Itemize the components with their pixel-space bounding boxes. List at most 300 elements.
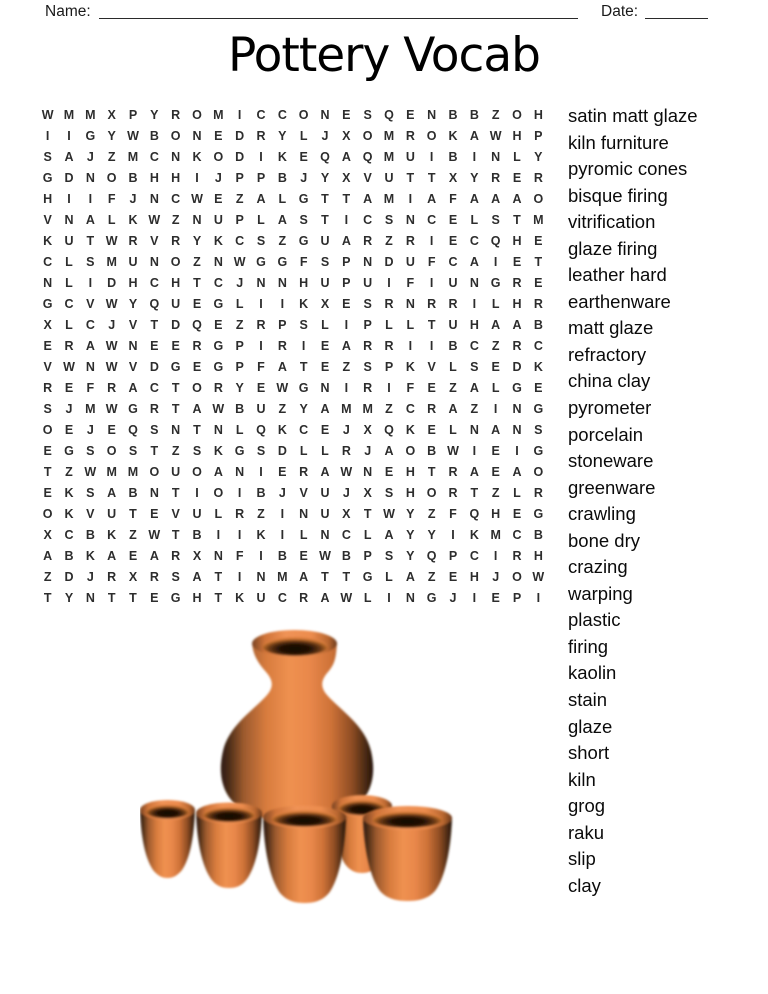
grid-letter: L [449, 360, 457, 374]
grid-letter: H [171, 275, 181, 290]
grid-letter: W [383, 507, 395, 522]
grid-letter: A [469, 191, 479, 206]
word-item: porcelain [568, 423, 644, 445]
grid-letter: N [85, 170, 95, 185]
pottery-illustration [140, 625, 460, 910]
grid-letter: Q [362, 149, 373, 164]
grid-letter: W [127, 128, 139, 143]
word-item: raku [568, 821, 604, 843]
grid-letter: E [406, 107, 415, 122]
grid-letter: E [214, 191, 223, 206]
grid-letter: C [512, 528, 522, 543]
word-list [568, 103, 766, 899]
grid-letter: S [86, 444, 95, 459]
grid-letter: N [149, 486, 159, 501]
grid-letter: H [469, 570, 479, 585]
grid-letter: V [128, 360, 138, 374]
grid-letter: E [448, 233, 458, 248]
grid-letter: K [235, 591, 245, 606]
grid-letter: F [449, 507, 457, 522]
grid-letter: S [363, 296, 372, 311]
grid-letter: N [256, 570, 266, 585]
grid-letter: N [171, 423, 181, 438]
grid-letter: A [491, 423, 501, 438]
grid-letter: E [384, 465, 394, 480]
grid-letter: I [408, 191, 413, 206]
grid-letter: Z [193, 254, 201, 269]
grid-letter: L [65, 317, 73, 332]
grid-letter: N [320, 381, 330, 396]
grid-letter: A [192, 402, 202, 417]
grid-letter: H [512, 296, 522, 311]
word-item: matt glaze [568, 317, 654, 339]
grid-letter: K [213, 233, 223, 248]
grid-letter: T [129, 507, 137, 522]
grid-letter: K [64, 507, 74, 522]
word-item: china clay [568, 370, 651, 392]
word-item: grog [568, 795, 606, 817]
grid-letter: L [513, 486, 521, 501]
grid-letter: L [363, 591, 372, 606]
grid-letter: I [301, 338, 306, 353]
grid-letter: J [108, 317, 116, 332]
grid-letter: S [256, 233, 266, 248]
grid-letter: O [170, 128, 181, 143]
grid-letter: A [469, 381, 479, 396]
grid-letter: T [193, 275, 201, 290]
grid-letter: R [341, 444, 351, 459]
grid-letter: C [405, 402, 415, 417]
grid-letter: X [363, 486, 372, 501]
grid-letter: S [128, 444, 138, 459]
word-item: satin matt glaze [568, 105, 698, 126]
grid-letter: S [363, 360, 372, 374]
grid-letter: M [362, 402, 373, 417]
grid-letter: D [512, 360, 522, 374]
grid-letter: Y [470, 170, 479, 185]
grid-letter: A [512, 191, 522, 206]
grid-letter: S [534, 423, 543, 438]
grid-letter: U [256, 591, 266, 606]
grid-letter: U [384, 170, 394, 185]
grid-letter: O [533, 465, 544, 480]
grid-letter: D [384, 254, 394, 269]
grid-letter: G [426, 591, 437, 606]
grid-letter: G [42, 170, 53, 185]
grid-letter: E [342, 296, 351, 311]
grid-letter: L [385, 317, 393, 332]
grid-letter: L [299, 528, 308, 543]
cup [196, 803, 262, 889]
grid-letter: V [171, 507, 180, 522]
grid-letter: W [148, 528, 161, 543]
grid-letter: A [469, 128, 479, 143]
grid-letter: O [149, 465, 160, 480]
word-item: stoneware [568, 450, 654, 472]
grid-letter: T [513, 212, 521, 227]
grid-letter: G [298, 381, 309, 396]
grid-letter: H [128, 275, 138, 290]
grid-letter: N [469, 423, 479, 438]
grid-letter: I [259, 296, 263, 311]
grid-letter: B [256, 486, 266, 501]
grid-letter: X [342, 507, 351, 522]
word-item: vitrification [568, 211, 656, 233]
grid-letter: B [277, 549, 287, 564]
grid-letter: O [426, 486, 437, 501]
grid-letter: R [533, 170, 543, 185]
grid-letter: R [149, 402, 159, 417]
grid-letter: N [405, 296, 415, 311]
grid-letter: C [363, 212, 373, 227]
grid-letter: E [491, 360, 500, 374]
grid-letter: W [212, 402, 225, 417]
grid-letter: E [43, 444, 52, 459]
grid-letter: S [363, 107, 372, 122]
grid-letter: N [213, 423, 223, 438]
grid-letter: G [128, 402, 138, 417]
grid-letter: K [405, 360, 415, 374]
grid-letter: W [340, 591, 353, 606]
grid-letter: F [427, 254, 436, 269]
grid-letter: S [86, 254, 95, 269]
grid-letter: B [64, 549, 74, 564]
grid-letter: E [43, 338, 52, 353]
grid-letter: I [216, 528, 221, 543]
grid-letter: W [276, 381, 289, 396]
grid-letter: Y [235, 381, 244, 396]
grid-letter: A [213, 465, 223, 480]
grid-letter: Y [299, 402, 308, 417]
grid-letter: B [85, 528, 95, 543]
grid-letter: E [512, 507, 522, 522]
grid-letter: E [534, 275, 543, 290]
grid-letter: E [150, 338, 159, 353]
grid-letter: I [237, 107, 242, 122]
grid-letter: I [387, 591, 391, 606]
grid-letter: B [533, 317, 543, 332]
grid-letter: E [534, 381, 543, 396]
grid-letter: M [85, 107, 96, 122]
vase-opening [263, 637, 328, 656]
grid-letter: H [533, 549, 543, 564]
grid-letter: K [256, 528, 266, 543]
cup [263, 806, 346, 904]
grid-letter: E [256, 381, 266, 396]
grid-letter: V [128, 317, 138, 332]
grid-letter: H [491, 507, 501, 522]
grid-letter: W [84, 465, 97, 480]
grid-letter: L [65, 275, 73, 290]
grid-letter: E [192, 296, 202, 311]
grid-letter: A [512, 465, 522, 480]
grid-letter: N [299, 507, 309, 522]
grid-letter: O [192, 381, 202, 396]
grid-letter: L [363, 528, 372, 543]
grid-letter: T [321, 212, 329, 227]
grid-letter: Y [427, 528, 436, 543]
grid-letter: Q [256, 423, 266, 438]
grid-letter: Q [384, 423, 394, 438]
grid-letter: Y [150, 107, 159, 122]
grid-letter: C [469, 338, 479, 353]
grid-letter: I [237, 528, 242, 543]
grid-letter: A [277, 360, 287, 374]
grid-letter: I [259, 549, 263, 564]
grid-letter: T [129, 591, 137, 606]
grid-letter: M [127, 465, 139, 480]
grid-letter: I [344, 317, 349, 332]
grid-letter: W [105, 360, 118, 374]
grid-letter: R [533, 296, 543, 311]
grid-letter: I [67, 128, 71, 143]
grid-letter: Y [128, 296, 138, 311]
grid-letter: J [129, 191, 137, 206]
grid-letter: Z [491, 338, 500, 353]
grid-letter: A [341, 338, 351, 353]
grid-letter: N [235, 465, 245, 480]
date-blank-line [645, 3, 708, 19]
grid-letter: E [150, 591, 159, 606]
grid-letter: G [362, 570, 373, 585]
word-item: refractory [568, 343, 647, 365]
grid-letter: I [429, 275, 434, 290]
grid-letter: W [105, 402, 118, 417]
grid-letter: E [171, 338, 180, 353]
grid-letter: E [107, 423, 116, 438]
grid-letter: X [43, 317, 52, 332]
grid-letter: T [406, 170, 415, 185]
grid-letter: N [469, 275, 479, 290]
grid-letter: I [280, 507, 285, 522]
grid-letter: W [41, 107, 54, 122]
grid-letter: K [448, 128, 458, 143]
grid-letter: N [213, 254, 223, 269]
word-item: firing [568, 635, 609, 657]
grid-letter: H [299, 275, 309, 290]
grid-letter: A [469, 254, 479, 269]
grid-letter: A [107, 549, 117, 564]
grid-letter: S [384, 549, 394, 564]
grid-letter: A [256, 191, 266, 206]
grid-letter: Z [43, 570, 52, 585]
grid-letter: O [298, 107, 309, 122]
grid-letter: R [171, 233, 181, 248]
grid-letter: M [63, 107, 75, 122]
grid-letter: S [256, 444, 266, 459]
grid-letter: I [259, 465, 263, 480]
grid-letter: A [277, 212, 287, 227]
grid-letter: W [233, 254, 246, 269]
grid-letter: J [65, 402, 73, 417]
grid-letter: B [469, 107, 479, 122]
grid-letter: T [363, 507, 372, 522]
grid-letter: B [128, 170, 138, 185]
grid-letter: Z [449, 381, 457, 396]
cup [363, 806, 452, 901]
grid-letter: W [489, 128, 502, 143]
grid-letter: I [493, 402, 498, 417]
grid-letter: O [533, 191, 544, 206]
grid-letter: C [235, 233, 245, 248]
grid-letter: T [150, 444, 159, 459]
grid-letter: G [533, 507, 544, 522]
grid-letter: G [533, 444, 544, 459]
grid-letter: R [256, 317, 266, 332]
grid-letter: Z [491, 107, 500, 122]
grid-letter: J [300, 170, 308, 185]
grid-letter: R [107, 381, 117, 396]
grid-letter: I [429, 338, 434, 353]
word-item: kaolin [568, 662, 617, 684]
word-item: plastic [568, 609, 621, 631]
grid-letter: T [342, 191, 351, 206]
grid-letter: E [512, 170, 522, 185]
grid-letter: N [512, 402, 522, 417]
grid-letter: F [406, 381, 415, 396]
grid-letter: G [298, 233, 309, 248]
grid-letter: C [149, 275, 159, 290]
grid-letter: S [491, 212, 500, 227]
grid-letter: A [85, 338, 95, 353]
grid-letter: Y [406, 528, 415, 543]
word-item: glaze [568, 715, 613, 737]
grid-letter: T [43, 591, 52, 606]
grid-letter: F [449, 191, 457, 206]
grid-letter: V [299, 486, 308, 501]
grid-letter: G [213, 360, 224, 374]
grid-letter: N [512, 423, 522, 438]
grid-letter: P [512, 591, 522, 606]
grid-letter: Y [107, 128, 116, 143]
grid-letter: P [256, 170, 266, 185]
grid-letter: D [64, 170, 74, 185]
grid-letter: O [170, 254, 181, 269]
grid-letter: U [320, 507, 330, 522]
word-item: greenware [568, 476, 656, 498]
grid-letter: A [427, 191, 437, 206]
grid-letter: J [86, 570, 94, 585]
grid-letter: H [469, 317, 479, 332]
grid-letter: O [426, 128, 437, 143]
grid-letter: N [405, 212, 415, 227]
grid-letter: U [320, 486, 330, 501]
grid-letter: E [427, 423, 436, 438]
grid-letter: N [192, 128, 202, 143]
grid-letter: J [492, 570, 500, 585]
grid-letter: S [43, 402, 52, 417]
grid-letter: O [213, 486, 224, 501]
grid-letter: Y [320, 170, 330, 185]
grid-letter: S [86, 486, 95, 501]
grid-letter: A [341, 149, 351, 164]
grid-letter: I [472, 591, 477, 606]
grid-letter: J [364, 444, 372, 459]
grid-letter: I [387, 381, 391, 396]
grid-letter: V [150, 233, 159, 248]
grid-letter: N [149, 254, 159, 269]
grid-letter: R [384, 338, 394, 353]
word-item: bone dry [568, 529, 640, 551]
grid-letter: P [534, 128, 543, 143]
grid-letter: E [43, 486, 52, 501]
grid-letter: C [213, 275, 223, 290]
grid-letter: S [171, 570, 180, 585]
grid-letter: J [214, 170, 222, 185]
grid-letter: U [213, 212, 223, 227]
grid-letter: C [43, 254, 53, 269]
grid-letter: L [406, 317, 415, 332]
grid-letter: V [86, 507, 95, 522]
word-item: pyromic cones [568, 158, 688, 180]
word-item: earthenware [568, 290, 671, 312]
grid-letter: U [256, 402, 266, 417]
grid-letter: U [107, 507, 117, 522]
grid-letter: X [342, 170, 351, 185]
grid-letter: S [384, 212, 394, 227]
grid-letter: C [448, 254, 458, 269]
grid-letter: H [405, 465, 415, 480]
grid-letter: Y [406, 507, 415, 522]
grid-letter: B [448, 107, 458, 122]
grid-letter: C [533, 338, 543, 353]
grid-letter: K [405, 423, 415, 438]
grid-letter: I [472, 444, 477, 459]
grid-letter: R [512, 275, 522, 290]
grid-letter: R [405, 233, 415, 248]
grid-letter: M [106, 465, 117, 480]
grid-letter: K [43, 233, 53, 248]
grid-letter: A [512, 317, 522, 332]
grid-letter: J [342, 423, 350, 438]
grid-letter: Z [107, 149, 116, 164]
grid-letter: J [86, 149, 94, 164]
grid-letter: K [533, 360, 543, 374]
grid-letter: N [213, 549, 223, 564]
grid-letter: T [171, 486, 180, 501]
grid-letter: K [128, 212, 138, 227]
grid-letter: U [128, 254, 138, 269]
grid-letter: Y [534, 149, 543, 164]
grid-letter: W [191, 191, 203, 206]
grid-letter: F [299, 254, 308, 269]
grid-letter: H [43, 191, 53, 206]
grid-letter: W [319, 549, 331, 564]
grid-letter: W [532, 570, 545, 585]
grid-letter: S [299, 317, 308, 332]
grid-letter: X [192, 549, 202, 564]
grid-letter: A [107, 486, 117, 501]
word-item: slip [568, 848, 596, 870]
grid-letter: C [427, 212, 437, 227]
grid-letter: N [277, 275, 287, 290]
grid-letter: B [192, 528, 202, 543]
grid-letter: E [512, 254, 522, 269]
grid-letter: R [149, 570, 159, 585]
grid-letter: T [214, 570, 223, 585]
grid-letter: E [192, 360, 202, 374]
grid-letter: A [192, 570, 202, 585]
grid-letter: G [42, 296, 53, 311]
grid-letter: K [469, 528, 479, 543]
grid-letter: N [43, 275, 53, 290]
grid-letter: G [170, 360, 181, 374]
grid-letter: T [171, 402, 180, 417]
grid-letter: B [448, 338, 458, 353]
grid-letter: G [85, 128, 96, 143]
grid-letter: E [320, 338, 330, 353]
grid-letter: G [234, 444, 245, 459]
